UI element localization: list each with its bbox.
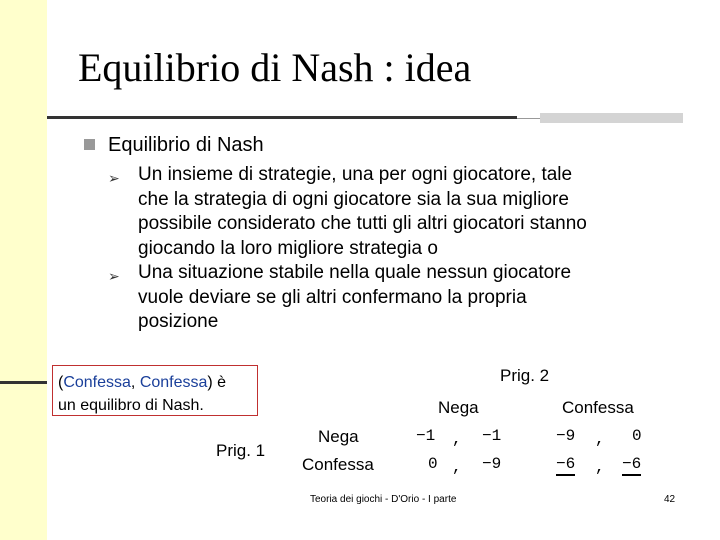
payoff-b-equilibrium: −6 xyxy=(622,455,641,476)
title-rule-accent xyxy=(540,113,683,123)
square-bullet-icon xyxy=(84,139,95,150)
payoff-comma: , xyxy=(595,458,605,476)
col-label-nega: Nega xyxy=(438,398,479,417)
sub-bullet-1-line: Un insieme di strategie, una per ogni giocatore, tale xyxy=(138,164,573,185)
title-rule xyxy=(47,116,517,119)
sub-bullet-2-line: Una situazione stabile nella quale nessun giocatore xyxy=(138,262,572,283)
payoff-b: 0 xyxy=(632,427,642,445)
footer-text: Teoria dei giochi - D'Orio - I parte xyxy=(310,494,457,505)
sub-bullet-2 xyxy=(138,261,678,335)
arrow-bullet-icon: ➢ xyxy=(108,268,120,284)
callout-line-1 xyxy=(58,371,257,394)
payoff-comma: , xyxy=(452,430,462,448)
sub-bullet-1-line: che la strategia di ogni giocatore sia la sua migliore xyxy=(138,188,569,210)
bullet-text: Equilibrio di Nash xyxy=(108,134,264,156)
row-label-nega: Nega xyxy=(318,427,359,446)
payoff-a: −9 xyxy=(556,427,576,445)
strategy-a: Confessa xyxy=(63,374,131,391)
row-label-confessa: Confessa xyxy=(302,455,374,474)
equilibrium-callout xyxy=(52,365,258,416)
payoff-comma: , xyxy=(452,458,462,476)
payoff-a: −1 xyxy=(416,427,436,445)
side-bar xyxy=(0,0,47,540)
payoff-comma: , xyxy=(595,430,605,448)
arrow-bullet-icon: ➢ xyxy=(108,170,120,186)
sub-bullet-1-line: giocando la loro migliore strategia o xyxy=(138,237,438,259)
player2-label: Prig. 2 xyxy=(500,366,550,385)
payoff-b: −1 xyxy=(482,427,502,445)
player1-label: Prig. 1 xyxy=(216,441,266,460)
sub-bullet-1 xyxy=(138,163,678,261)
col-label-confessa: Confessa xyxy=(562,398,634,417)
sub-bullet-2-line: posizione xyxy=(138,311,219,332)
payoff-a: 0 xyxy=(428,455,438,473)
payoff-a-equilibrium: −6 xyxy=(556,455,575,476)
callout-rule xyxy=(0,381,47,384)
callout-sep: , xyxy=(130,374,140,391)
payoff-b: −9 xyxy=(482,455,502,473)
slide-title: Equilibrio di Nash : idea xyxy=(78,45,472,90)
sub-bullet-1-line: possibile considerato che tutti gli altri giocatori stanno xyxy=(138,213,587,234)
bullet-level1 xyxy=(84,134,264,157)
page-number: 42 xyxy=(664,494,676,505)
callout-close: ) è xyxy=(207,374,227,391)
strategy-b: Confessa xyxy=(139,374,208,391)
callout-line-2: un equilibro di Nash. xyxy=(58,397,204,414)
callout-paren: ( xyxy=(58,374,64,391)
sub-bullet-2-line: vuole deviare se gli altri confermano la propria xyxy=(138,286,527,308)
